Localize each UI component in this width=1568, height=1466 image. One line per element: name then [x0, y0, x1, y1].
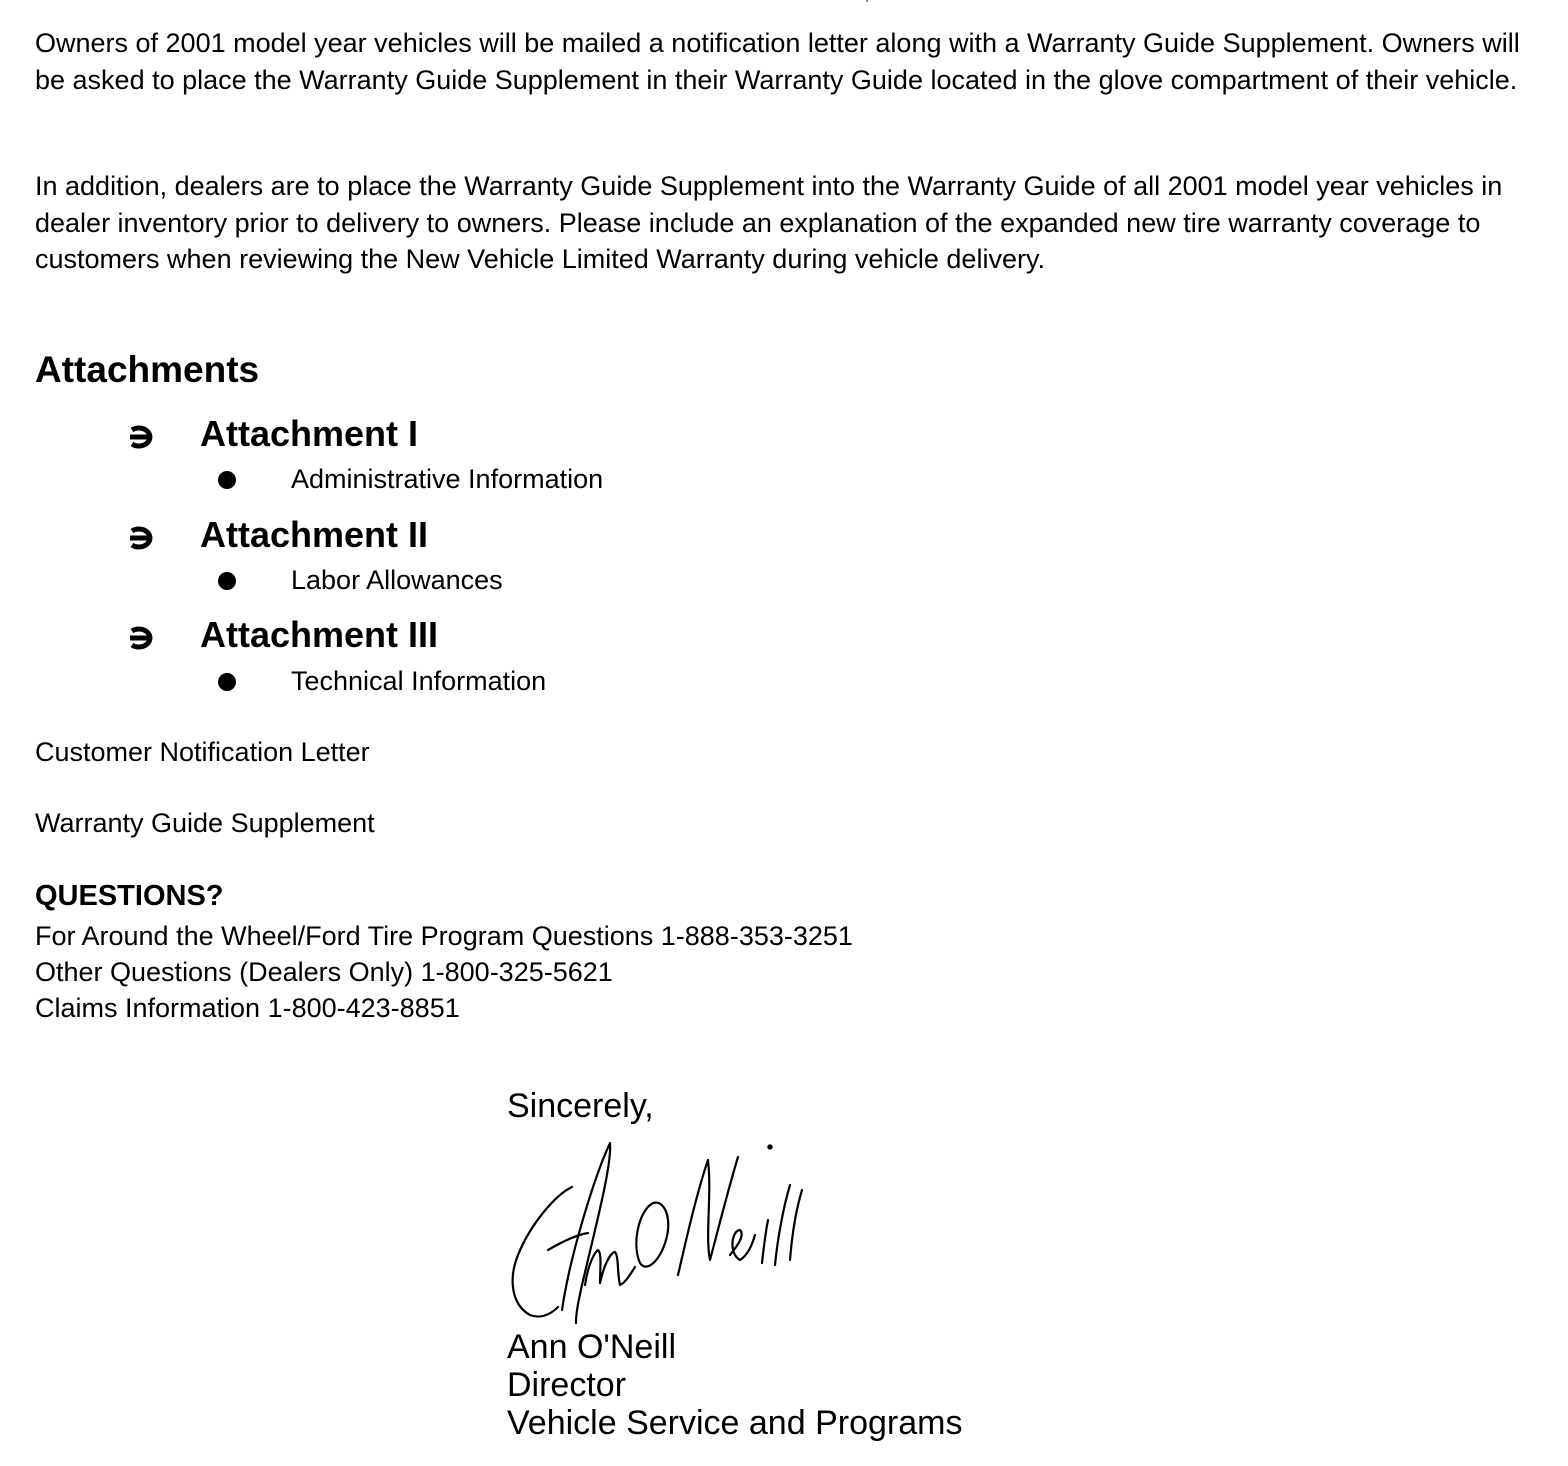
attachments-heading: Attachments — [35, 349, 260, 390]
signer-department: Vehicle Service and Programs — [507, 1404, 963, 1442]
enclosure-item: Customer Notification Letter — [35, 737, 370, 767]
signer-title: Director — [507, 1366, 627, 1404]
signer-name: Ann O'Neill — [507, 1328, 677, 1366]
attachment-detail: Technical Information — [291, 666, 547, 696]
handwritten-signature — [500, 1135, 810, 1330]
attachment-title: Attachment II — [200, 514, 429, 555]
bullet-icon — [218, 471, 236, 489]
scan-speck — [866, 0, 868, 2]
contact-line: Other Questions (Dealers Only) 1-800-325-5621 — [35, 957, 613, 987]
contact-line: Claims Information 1-800-423-8851 — [35, 993, 460, 1023]
paragraph-dealer-instructions: In addition, dealers are to place the Warranty Guide Supplement into the Warranty Guide of all 2001 model year vehicles in dealer inventory prior to delivery to owners. Please include an explanation of the expanded new tire warranty coverage to customers when reviewing the New Vehicle Limited Warranty during vehicle delivery. — [35, 171, 1503, 274]
attachment-title: Attachment I — [200, 413, 419, 454]
paragraph-owner-notification: Owners of 2001 model year vehicles will be mailed a notification letter along with a Warranty Guide Supplement. Owners will be asked to place the Warranty Guide Supplement in their Warranty Guide located in the glove compartment of their vehicle. — [35, 28, 1520, 95]
attachment-title: Attachment III — [200, 614, 439, 655]
arrow-bullet-icon — [128, 422, 158, 452]
questions-heading: QUESTIONS? — [35, 880, 224, 912]
arrow-bullet-icon — [128, 623, 158, 653]
attachment-detail: Labor Allowances — [291, 565, 503, 595]
contact-line: For Around the Wheel/Ford Tire Program Questions 1-888-353-3251 — [35, 921, 853, 951]
attachment-detail: Administrative Information — [291, 464, 604, 494]
enclosure-item: Warranty Guide Supplement — [35, 808, 375, 838]
bullet-icon — [218, 572, 236, 590]
arrow-bullet-icon — [128, 523, 158, 553]
closing-salutation: Sincerely, — [507, 1087, 654, 1125]
bullet-icon — [218, 673, 236, 691]
